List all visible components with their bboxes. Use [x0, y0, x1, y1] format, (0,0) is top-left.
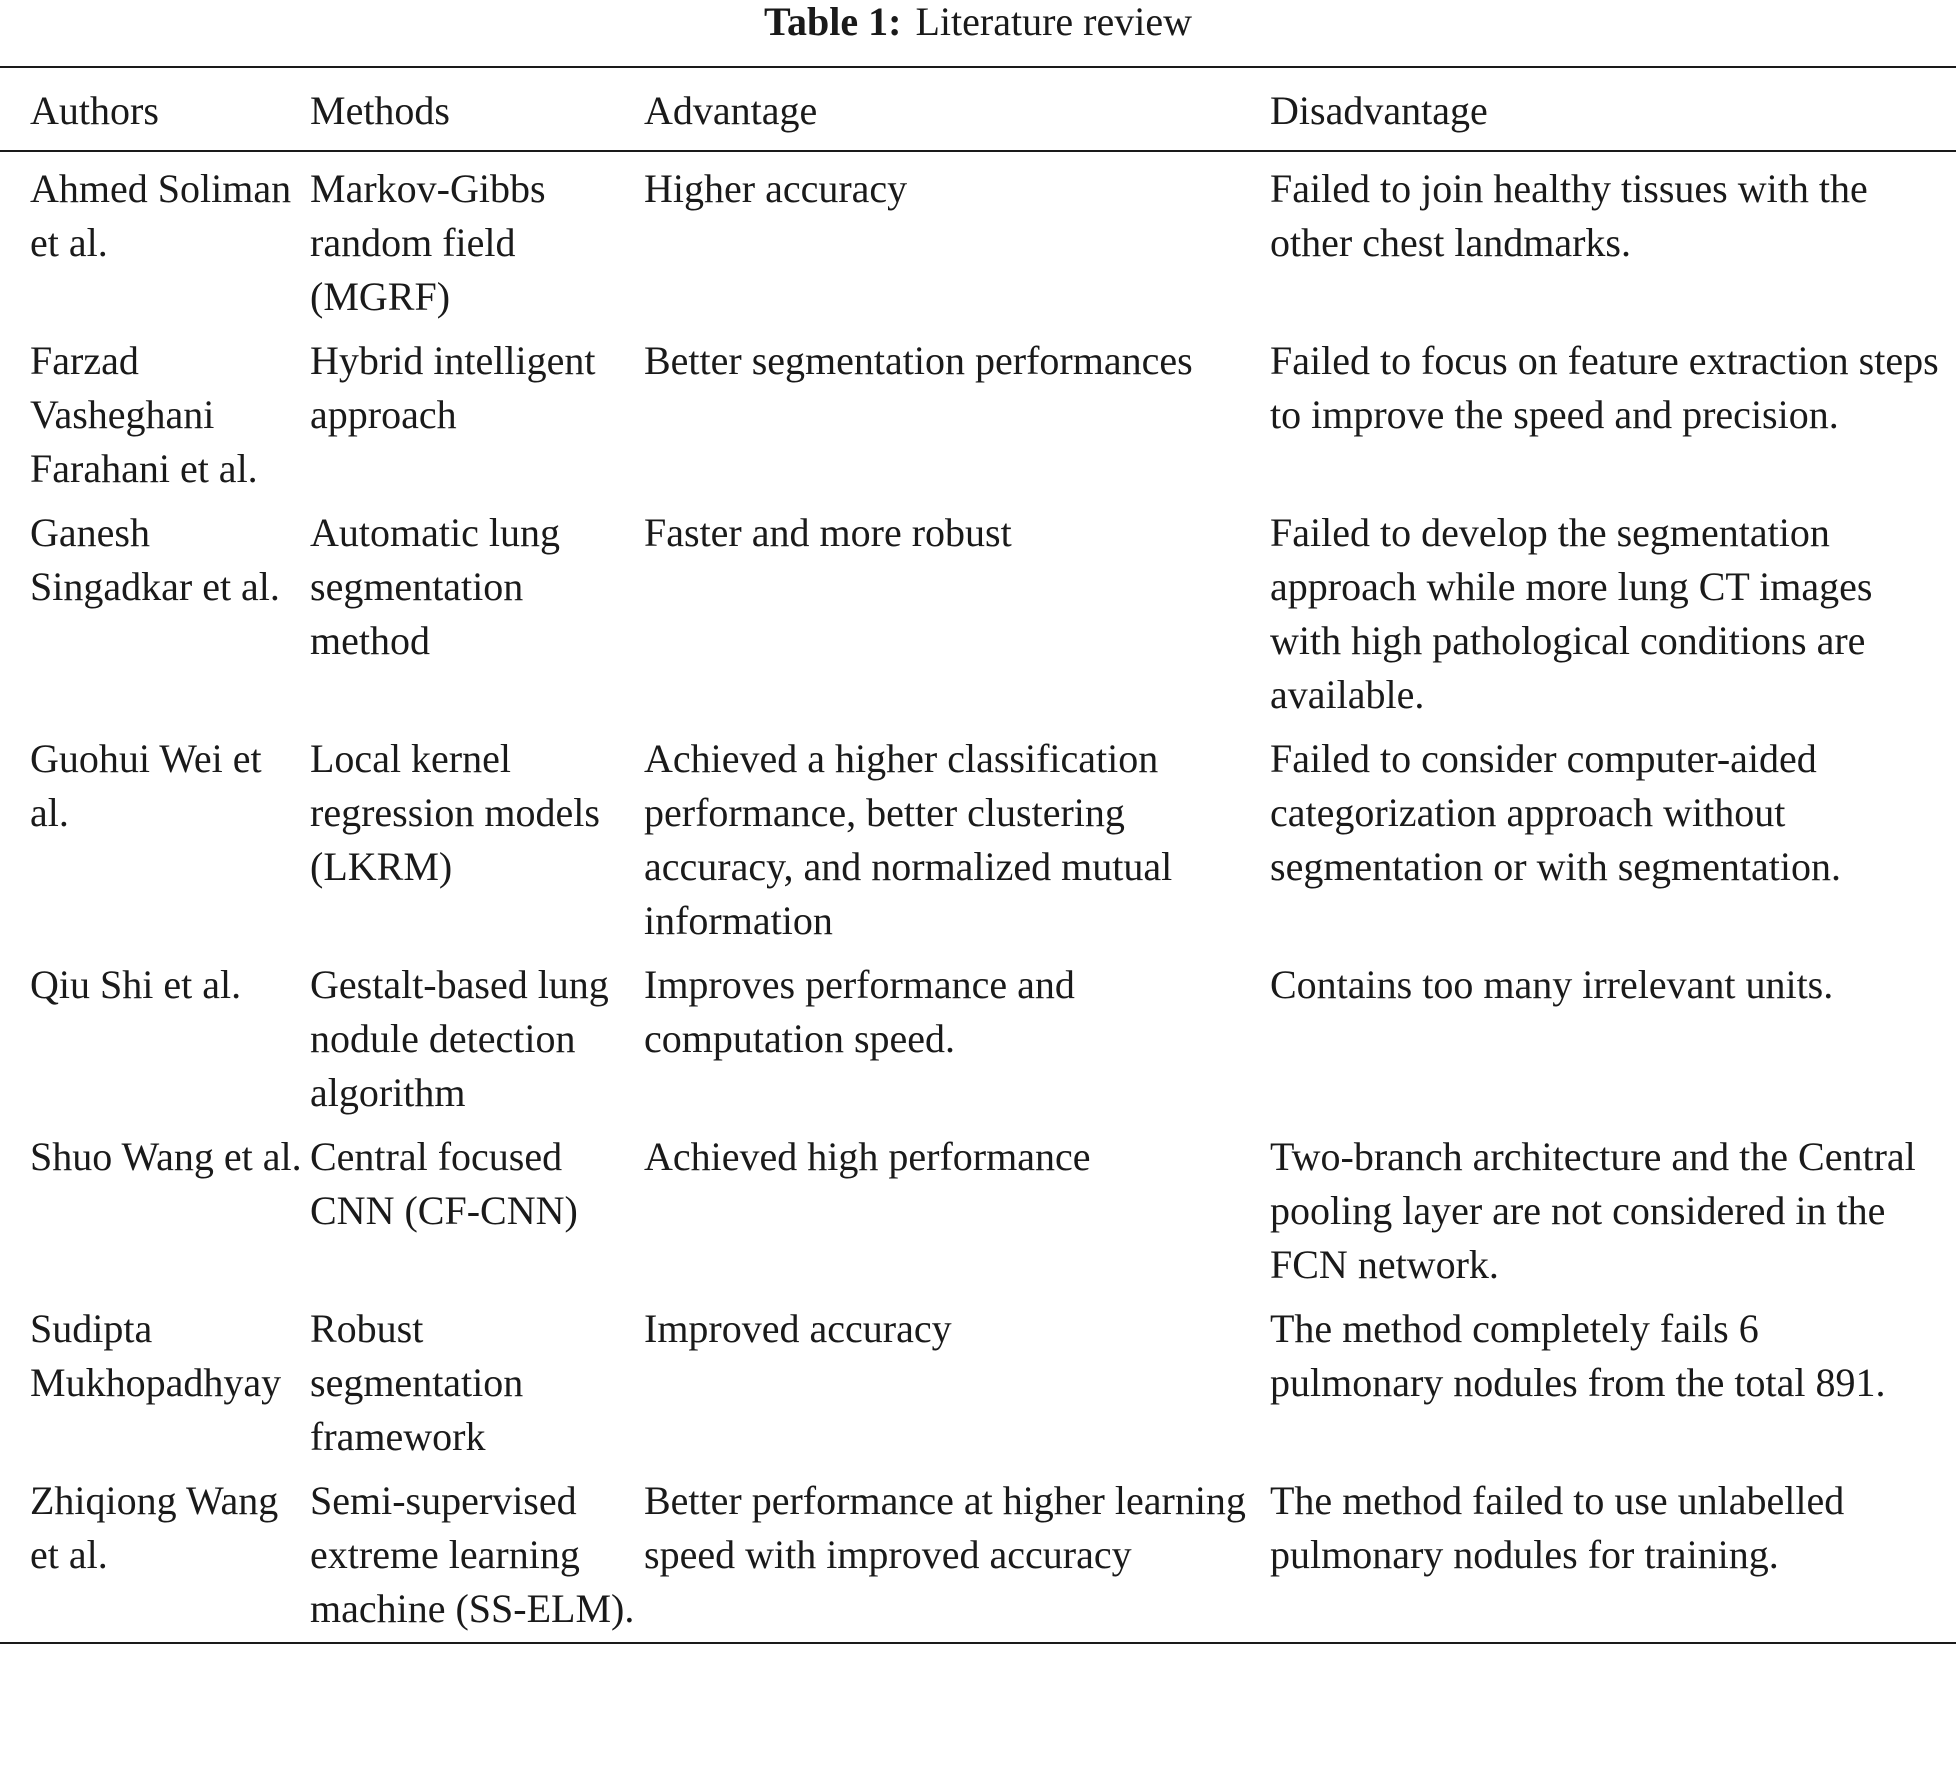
header-advantage: Advantage	[644, 88, 818, 133]
cell-methods: Central focused CNN (CF-CNN)	[310, 1134, 578, 1233]
cell-advantage: Better segmentation performances	[644, 338, 1193, 383]
cell-disadvantage: Contains too many irrelevant units.	[1270, 962, 1834, 1007]
cell-methods: Local kernel regression models (LKRM)	[310, 736, 600, 889]
table-body	[0, 151, 1956, 1643]
table-header-row	[0, 67, 1956, 151]
cell-methods: Hybrid intelligent approach	[310, 338, 596, 437]
cell-authors: Ahmed Soliman et al.	[30, 166, 292, 265]
cell-disadvantage: The method completely fails 6 pulmonary nodules from the total 891.	[1270, 1306, 1886, 1405]
literature-review-table	[0, 66, 1956, 1644]
cell-disadvantage: Failed to focus on feature extraction steps to improve the speed and precision.	[1270, 338, 1939, 437]
cell-disadvantage: Failed to join healthy tissues with the other chest landmarks.	[1270, 166, 1868, 265]
cell-disadvantage: Two-branch architecture and the Central pooling layer are not considered in the FCN network.	[1270, 1134, 1916, 1287]
cell-advantage: Improved accuracy	[644, 1306, 952, 1351]
literature-review-table-container	[0, 66, 1956, 1644]
header-disadvantage: Disadvantage	[1270, 88, 1488, 133]
cell-methods: Semi-supervised extreme learning machine (SS-ELM).	[310, 1478, 635, 1631]
cell-authors: Sudipta Mukhopadhyay	[30, 1306, 282, 1405]
table-row	[0, 1464, 1956, 1643]
table-row	[0, 1120, 1956, 1292]
cell-methods: Gestalt-based lung nodule detection algorithm	[310, 962, 609, 1115]
header-methods: Methods	[310, 88, 450, 133]
cell-disadvantage: Failed to consider computer-aided categorization approach without segmentation or with segmentation.	[1270, 736, 1841, 889]
cell-advantage: Achieved high performance	[644, 1134, 1091, 1179]
cell-methods: Markov-Gibbs random field (MGRF)	[310, 166, 546, 319]
cell-authors: Ganesh Singadkar et al.	[30, 510, 280, 609]
cell-methods: Automatic lung segmentation method	[310, 510, 560, 663]
table-row	[0, 151, 1956, 324]
cell-disadvantage: Failed to develop the segmentation approach while more lung CT images with high pathological conditions are available.	[1270, 510, 1873, 717]
cell-advantage: Achieved a higher classification performance, better clustering accuracy, and normalized mutual information	[644, 736, 1173, 943]
table-caption-title: Literature review	[915, 0, 1192, 44]
table-row	[0, 496, 1956, 722]
cell-authors: Guohui Wei et al.	[30, 736, 262, 835]
table-header	[0, 67, 1956, 151]
table-row	[0, 1292, 1956, 1464]
cell-authors: Qiu Shi et al.	[30, 962, 242, 1007]
cell-disadvantage: The method failed to use unlabelled pulmonary nodules for training.	[1270, 1478, 1845, 1577]
cell-advantage: Improves performance and computation speed.	[644, 962, 1075, 1061]
cell-methods: Robust segmentation framework	[310, 1306, 524, 1459]
cell-advantage: Faster and more robust	[644, 510, 1012, 555]
cell-authors: Shuo Wang et al.	[30, 1134, 302, 1179]
table-caption-label: Table 1:	[764, 0, 902, 44]
cell-advantage: Higher accuracy	[644, 166, 908, 211]
cell-authors: Zhiqiong Wang et al.	[30, 1478, 279, 1577]
table-row	[0, 722, 1956, 948]
table-caption	[0, 0, 1956, 44]
cell-advantage: Better performance at higher learning speed with improved accuracy	[644, 1478, 1246, 1577]
header-authors: Authors	[30, 88, 159, 133]
table-row	[0, 948, 1956, 1120]
table-row	[0, 324, 1956, 496]
cell-authors: Farzad Vasheghani Farahani et al.	[30, 338, 258, 491]
